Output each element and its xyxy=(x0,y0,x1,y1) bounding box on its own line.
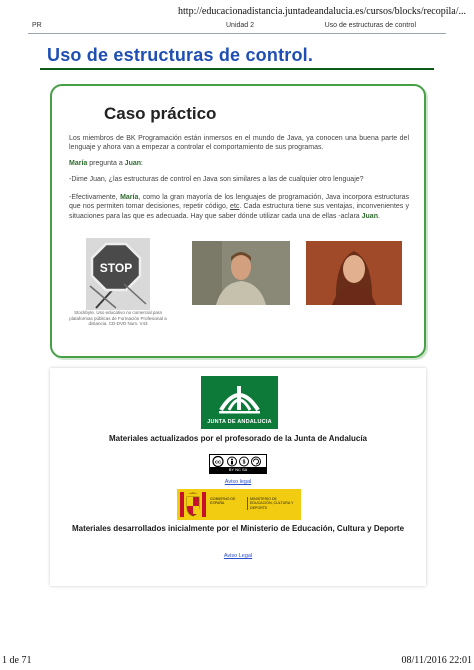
photo-juan xyxy=(192,241,290,305)
junta-logo-text: JUNTA DE ANDALUCIA xyxy=(207,419,272,425)
svg-text:cc: cc xyxy=(214,459,222,466)
header-unit: Unidad 2 xyxy=(226,22,255,29)
print-date: 08/11/2016 22:01 xyxy=(401,655,472,666)
stop-sign-photo xyxy=(86,238,150,310)
junta-andalucia-logo xyxy=(201,376,278,429)
spain-coat-of-arms-icon xyxy=(180,492,206,517)
header-rule xyxy=(28,33,446,34)
speaker-name: María xyxy=(69,160,88,167)
title-rule xyxy=(40,68,434,70)
speaker-name: Juan xyxy=(124,160,142,167)
woman-portrait-icon xyxy=(306,241,402,305)
ministry-logo xyxy=(177,489,301,520)
svg-text:$: $ xyxy=(242,459,246,466)
text-span: pregunta a xyxy=(87,160,125,167)
etc-abbrev: etc xyxy=(230,203,240,211)
legal-notice-link-2[interactable]: Aviso Legal xyxy=(223,553,253,559)
text-span: , como la gran mayoría de los lenguajes de programación, Java incorpora estructuras que nos permiten tomar decisiones, repetir código, xyxy=(69,194,409,211)
gobierno-label: GOBIERNO DE ESPAÑA xyxy=(210,497,236,506)
speaker-name: Juan xyxy=(361,212,378,220)
creative-commons-badge[interactable] xyxy=(209,454,267,474)
case-paragraph-question: -Dime Juan, ¿las estructuras de control en Java son similares a las de cualquier otro lenguaje? xyxy=(69,176,364,183)
case-paragraph-intro: Los miembros de BK Programación están inmersos en el mundo de Java, ya conocen una buena parte del lenguaje y ahora van a empezar a controlar el comportamiento de sus programas. xyxy=(69,135,409,152)
header-left: PR xyxy=(32,22,42,29)
case-paragraph-question-lead xyxy=(69,159,409,168)
text-span: . Cada estructura tiene sus ventajas, inconvenientes y situaciones para las que es adecuada. Hay que saber dónde utilizar cada una de ellas -aclara xyxy=(69,203,409,220)
case-paragraph-answer xyxy=(69,193,409,221)
man-portrait-icon xyxy=(192,241,290,305)
browser-url: http://educacionadistancia.juntadeandalucia.es/cursos/blocks/recopila/... xyxy=(178,6,466,17)
stop-sign-text: STOP xyxy=(99,261,133,275)
header-topic: Uso de estructuras de control xyxy=(324,22,416,29)
legal-notice-link[interactable]: Aviso legal xyxy=(224,479,252,485)
page-title: Uso de estructuras de control. xyxy=(47,45,314,65)
cc-badge-text: BY NC SA xyxy=(210,467,266,473)
photo-maria xyxy=(306,241,402,305)
junta-emblem-icon xyxy=(201,376,278,416)
speaker-name: María xyxy=(120,194,139,201)
text-span: . xyxy=(377,212,380,220)
credits-box xyxy=(50,368,426,586)
photo-credit-caption: Stockbyte. Uso educativo no comercial para plataformas públicas de Formación Profesional a distancia. CD-DVD Num. V43 xyxy=(69,310,167,327)
credits-heading-ministry: Materiales desarrollados inicialmente por el Ministerio de Educación, Cultura y Deporte xyxy=(71,524,405,533)
ministerio-label: MINISTERIO DE EDUCACIÓN, CULTURA Y DEPORTE xyxy=(247,497,299,510)
stop-sign-icon xyxy=(86,238,150,310)
credits-heading-junta: Materiales actualizados por el profesorado de la Junta de Andalucía xyxy=(109,434,367,443)
text-span: : xyxy=(141,160,143,167)
case-study-title: Caso práctico xyxy=(104,104,217,123)
case-study-box xyxy=(50,84,426,358)
page-counter: 1 de 71 xyxy=(2,655,32,666)
text-span: -Efectivamente, xyxy=(69,194,121,201)
